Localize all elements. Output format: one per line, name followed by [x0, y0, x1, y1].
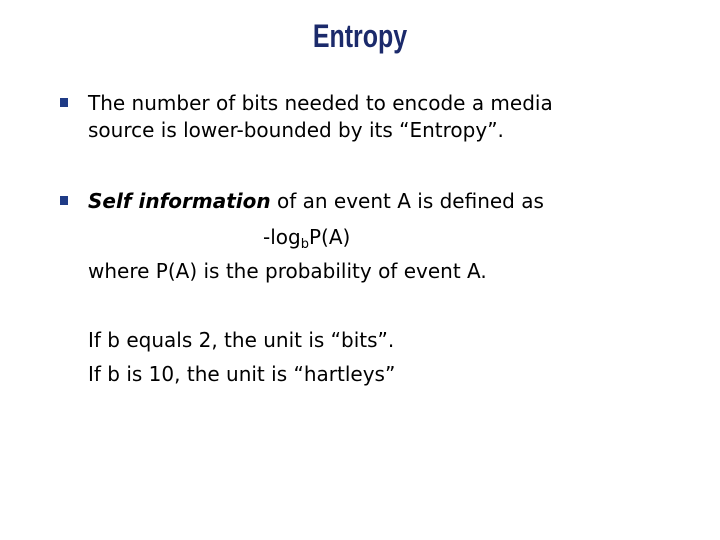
note-bits: If b equals 2, the unit is “bits”. — [88, 328, 395, 352]
formula-suffix: P(A) — [308, 225, 351, 249]
formula — [263, 224, 350, 251]
probability-line: where P(A) is the probability of event A. — [88, 259, 487, 283]
bullet-text-line: The number of bits needed to encode a media — [88, 91, 553, 115]
square-bullet-icon — [60, 98, 68, 107]
formula-prefix: -log — [263, 225, 301, 249]
definition-line — [88, 188, 544, 215]
self-information-term: Self information — [88, 189, 271, 213]
formula-subscript: b — [300, 237, 309, 252]
square-bullet-icon — [60, 196, 68, 205]
note-hartleys: If b is 10, the unit is “hartleys” — [88, 362, 396, 386]
bullet-text-line: source is lower-bounded by its “Entropy”. — [88, 118, 504, 142]
slide-title: Entropy — [312, 18, 408, 54]
definition-text: of an event A is defined as — [270, 189, 544, 213]
